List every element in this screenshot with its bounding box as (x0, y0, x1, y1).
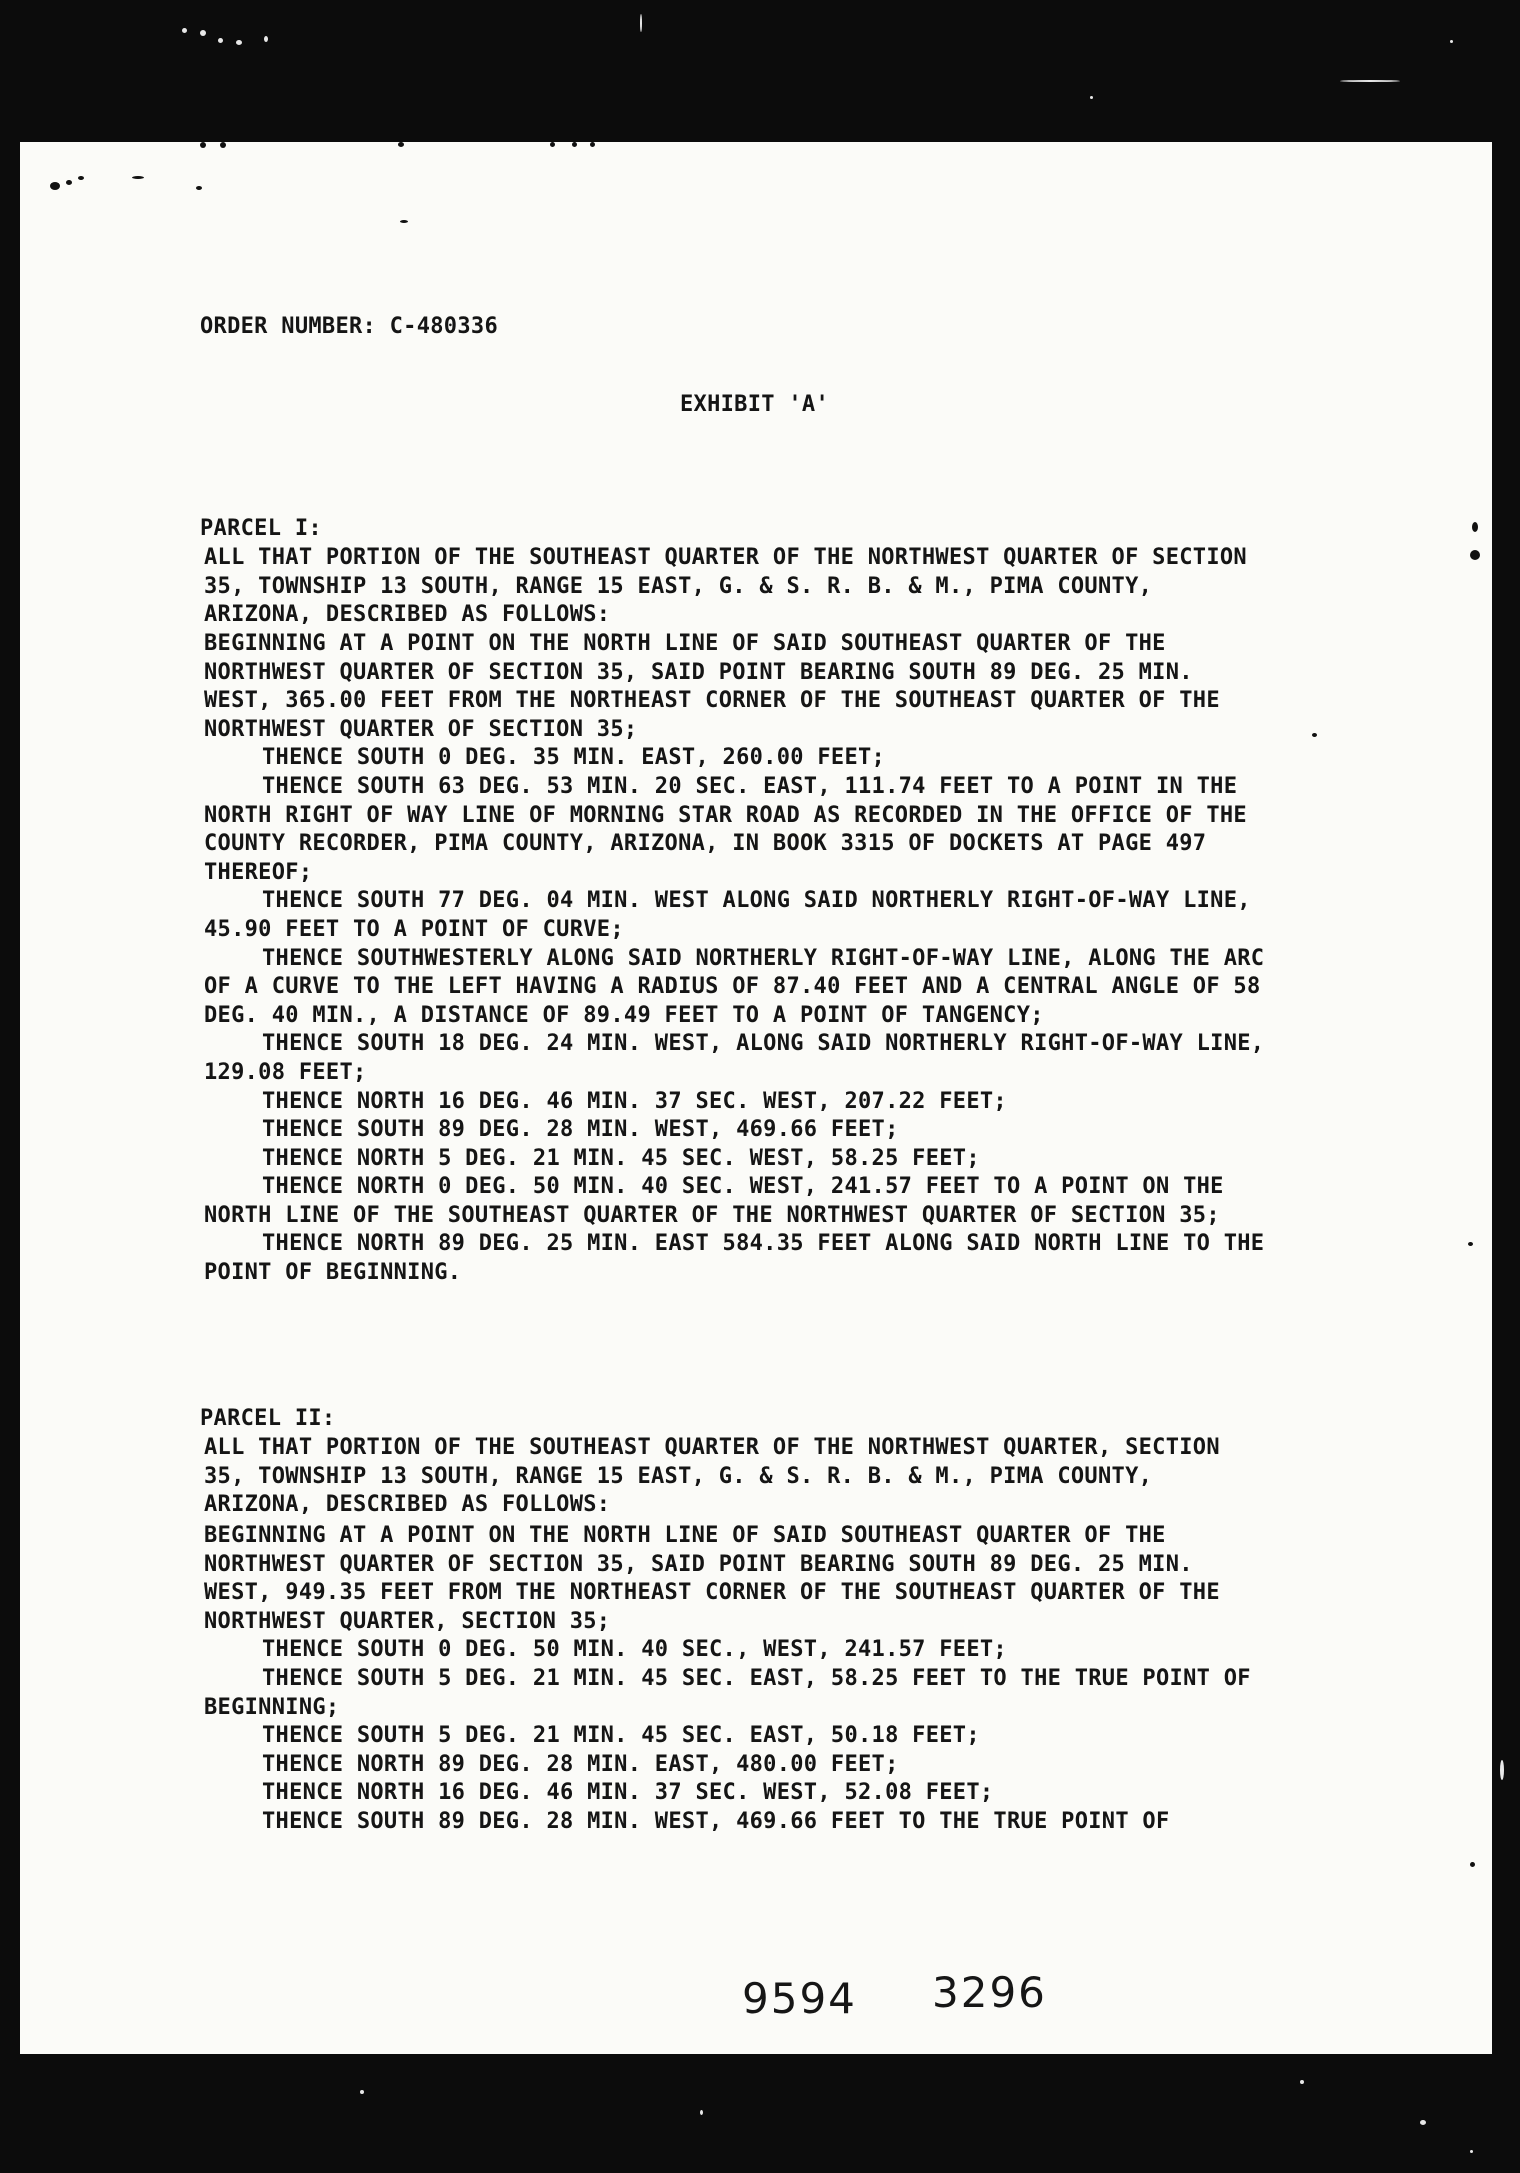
text-line: NORTH LINE OF THE SOUTHEAST QUARTER OF THE NORTHWEST QUARTER OF SECTION 35; (204, 1202, 1220, 1228)
text-line: THENCE SOUTHWESTERLY ALONG SAID NORTHERLY RIGHT-OF-WAY LINE, ALONG THE ARC (262, 945, 1265, 971)
parcel-2-heading: PARCEL II: (200, 1406, 336, 1431)
order-number: ORDER NUMBER: C-480336 (200, 314, 498, 339)
scan-speck (360, 2090, 364, 2094)
text-line: COUNTY RECORDER, PIMA COUNTY, ARIZONA, IN BOOK 3315 OF DOCKETS AT PAGE 497 (204, 831, 1207, 857)
text-line: WEST, 949.35 FEET FROM THE NORTHEAST CORNER OF THE SOUTHEAST QUARTER OF THE (204, 1580, 1220, 1606)
text-line: POINT OF BEGINNING. (204, 1260, 462, 1286)
text-line: ALL THAT PORTION OF THE SOUTHEAST QUARTER OF THE NORTHWEST QUARTER, SECTION (204, 1435, 1220, 1460)
text-line: THENCE NORTH 16 DEG. 46 MIN. 37 SEC. WEST, 52.08 FEET; (262, 1780, 994, 1806)
text-line: THENCE NORTH 89 DEG. 25 MIN. EAST 584.35 FEET ALONG SAID NORTH LINE TO THE (262, 1231, 1265, 1257)
scan-speck (264, 36, 268, 42)
text-line: THEREOF; (204, 859, 313, 885)
scan-speck (200, 30, 206, 36)
text-line: THENCE SOUTH 0 DEG. 35 MIN. EAST, 260.00 FEET; (262, 745, 886, 771)
text-line: WEST, 365.00 FEET FROM THE NORTHEAST CORNER OF THE SOUTHEAST QUARTER OF THE (204, 688, 1220, 714)
text-line: 35, TOWNSHIP 13 SOUTH, RANGE 15 EAST, G. & S. R. B. & M., PIMA COUNTY, (204, 1463, 1153, 1489)
text-line: THENCE NORTH 0 DEG. 50 MIN. 40 SEC. WEST, 241.57 FEET TO A POINT ON THE (262, 1174, 1224, 1200)
scan-speck (236, 40, 242, 45)
text-line: NORTH RIGHT OF WAY LINE OF MORNING STAR ROAD AS RECORDED IN THE OFFICE OF THE (204, 802, 1247, 828)
scan-speck (1470, 2150, 1473, 2153)
scan-speck (1450, 40, 1453, 43)
scan-speck (1090, 96, 1093, 99)
text-line: NORTHWEST QUARTER OF SECTION 35, SAID POINT BEARING SOUTH 89 DEG. 25 MIN. (204, 659, 1193, 685)
text-line: THENCE SOUTH 89 DEG. 28 MIN. WEST, 469.66 FEET TO THE TRUE POINT OF (262, 1808, 1170, 1834)
page-number-left: 9594 (742, 1974, 857, 2023)
text-line: THENCE SOUTH 5 DEG. 21 MIN. 45 SEC. EAST, 50.18 FEET; (262, 1723, 980, 1749)
text-line: 129.08 FEET; (204, 1059, 367, 1085)
text-line: THENCE NORTH 89 DEG. 28 MIN. EAST, 480.00 FEET; (262, 1751, 899, 1777)
text-line: BEGINNING; (204, 1694, 340, 1720)
text-line: DEG. 40 MIN., A DISTANCE OF 89.49 FEET TO A POINT OF TANGENCY; (204, 1002, 1044, 1028)
scan-speck (1340, 80, 1400, 82)
text-line: THENCE SOUTH 18 DEG. 24 MIN. WEST, ALONG SAID NORTHERLY RIGHT-OF-WAY LINE, (262, 1031, 1265, 1057)
parcel-1-body (204, 630, 1344, 1288)
text-line: OF A CURVE TO THE LEFT HAVING A RADIUS OF 87.40 FEET AND A CENTRAL ANGLE OF 58 (204, 974, 1261, 1000)
parcel-2-body (204, 1522, 1344, 1837)
parcel-1-description (204, 544, 1344, 630)
text-line: NORTHWEST QUARTER OF SECTION 35, SAID POINT BEARING SOUTH 89 DEG. 25 MIN. (204, 1551, 1193, 1577)
page-number-right: 3296 (932, 1968, 1047, 2017)
text-line: THENCE SOUTH 63 DEG. 53 MIN. 20 SEC. EAST, 111.74 FEET TO A POINT IN THE (262, 773, 1238, 799)
text-line: BEGINNING AT A POINT ON THE NORTH LINE OF SAID SOUTHEAST QUARTER OF THE (204, 631, 1166, 656)
parcel-1-heading: PARCEL I: (200, 516, 322, 541)
text-line: THENCE SOUTH 0 DEG. 50 MIN. 40 SEC., WEST, 241.57 FEET; (262, 1637, 1007, 1663)
parcel-2-description (204, 1434, 1344, 1520)
text-line: NORTHWEST QUARTER OF SECTION 35; (204, 716, 638, 742)
exhibit-title: EXHIBIT 'A' (680, 392, 829, 417)
text-line: 35, TOWNSHIP 13 SOUTH, RANGE 15 EAST, G. & S. R. B. & M., PIMA COUNTY, (204, 573, 1153, 599)
scan-speck (218, 38, 223, 43)
document-text (20, 142, 1492, 2054)
text-line: THENCE SOUTH 5 DEG. 21 MIN. 45 SEC. EAST, 58.25 FEET TO THE TRUE POINT OF (262, 1665, 1251, 1691)
text-line: THENCE NORTH 16 DEG. 46 MIN. 37 SEC. WEST, 207.22 FEET; (262, 1088, 1007, 1114)
document-page (20, 142, 1492, 2054)
text-line: NORTHWEST QUARTER, SECTION 35; (204, 1608, 611, 1634)
text-line: ARIZONA, DESCRIBED AS FOLLOWS: (204, 602, 611, 628)
text-line: BEGINNING AT A POINT ON THE NORTH LINE OF SAID SOUTHEAST QUARTER OF THE (204, 1523, 1166, 1548)
scan-speck (1500, 1760, 1504, 1780)
text-line: THENCE SOUTH 89 DEG. 28 MIN. WEST, 469.66 FEET; (262, 1117, 899, 1143)
scan-speck (640, 14, 642, 32)
text-line: ALL THAT PORTION OF THE SOUTHEAST QUARTER OF THE NORTHWEST QUARTER OF SECTION (204, 545, 1247, 570)
scan-speck (1420, 2120, 1426, 2125)
text-line: ARIZONA, DESCRIBED AS FOLLOWS: (204, 1492, 611, 1518)
text-line: 45.90 FEET TO A POINT OF CURVE; (204, 916, 624, 942)
scan-speck (700, 2110, 703, 2115)
scan-speck (1300, 2080, 1304, 2084)
text-line: THENCE SOUTH 77 DEG. 04 MIN. WEST ALONG SAID NORTHERLY RIGHT-OF-WAY LINE, (262, 888, 1251, 914)
scan-speck (182, 28, 187, 33)
text-line: THENCE NORTH 5 DEG. 21 MIN. 45 SEC. WEST, 58.25 FEET; (262, 1145, 980, 1171)
